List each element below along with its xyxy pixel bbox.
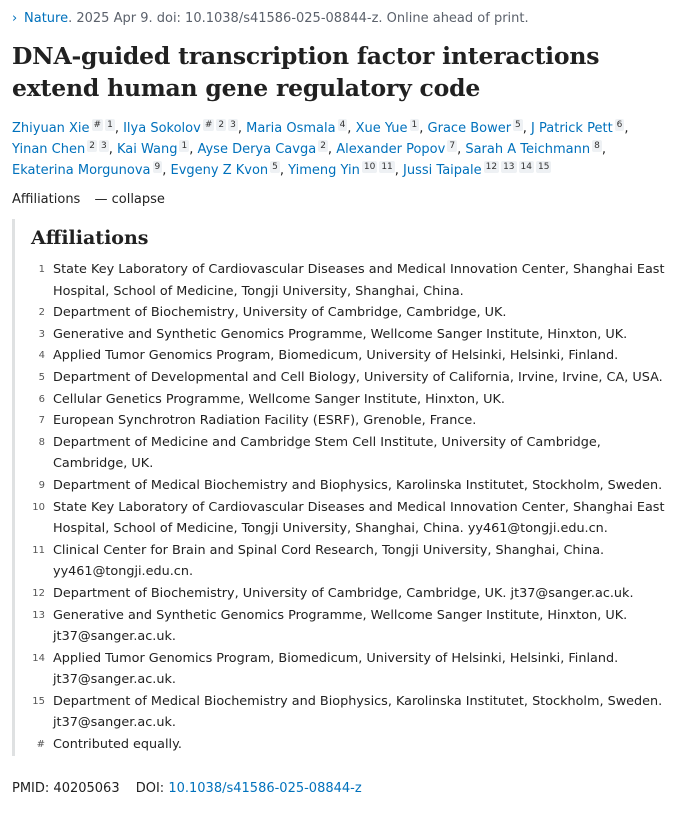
affiliation-item [31, 540, 684, 583]
affiliation-marker[interactable]: 5 [515, 120, 521, 130]
author [403, 163, 551, 178]
journal-link[interactable]: Nature [24, 11, 69, 26]
author-name-link[interactable]: Xue Yue [355, 121, 408, 136]
author [12, 121, 115, 136]
author-name-link[interactable]: Ilya Sokolov [123, 121, 201, 136]
affiliation-marker[interactable]: 3 [100, 141, 107, 151]
citation-line [12, 10, 684, 28]
author-name-link[interactable]: Ekaterina Morgunova [12, 163, 151, 178]
affiliation-number: 15 [32, 695, 45, 707]
affiliation-number: 13 [32, 609, 45, 621]
affiliation-text: Department of Medicine and Cambridge Stem Cell Institute, University of Cambridge, Cambridge, UK. [53, 434, 601, 472]
affiliation-number: # [36, 739, 45, 751]
affiliation-number: 11 [32, 544, 45, 556]
author-name-link[interactable]: Yimeng Yin [288, 163, 360, 178]
collapse-label[interactable]: collapse [111, 192, 165, 207]
affiliation-marker[interactable]: # [204, 120, 213, 130]
citation-details: . 2025 Apr 9. doi: 10.1038/s41586-025-08844-z. Online ahead of print. [68, 11, 529, 26]
affiliation-text: Cellular Genetics Programme, Wellcome Sanger Institute, Hinxton, UK. [53, 391, 505, 407]
affiliation-marker[interactable]: 1 [107, 120, 113, 130]
affiliation-number: 14 [32, 652, 45, 664]
affiliation-item [31, 648, 684, 691]
affiliation-number: 5 [38, 371, 45, 383]
affiliation-text: Clinical Center for Brain and Spinal Cord Research, Tongji University, Shanghai, China. yy461@tongji.edu.cn. [53, 542, 605, 580]
author [336, 142, 457, 157]
affiliation-text: Applied Tumor Genomics Program, Biomedicum, University of Helsinki, Helsinki, Finland. [53, 348, 619, 364]
author [531, 121, 624, 136]
affiliation-marker[interactable]: 2 [320, 141, 326, 151]
affiliation-item [31, 410, 684, 432]
affiliation-number: 6 [38, 393, 45, 405]
affiliation-text: Generative and Synthetic Genomics Programme, Wellcome Sanger Institute, Hinxton, UK. jt37@sanger.ac.uk. [53, 607, 628, 645]
affiliation-item [31, 734, 684, 756]
author [246, 121, 347, 136]
affiliation-item [31, 345, 684, 367]
affiliation-number: 2 [38, 307, 45, 319]
affiliation-item [31, 691, 684, 734]
affiliation-marker[interactable]: 6 [616, 120, 623, 130]
affiliation-number: 12 [32, 587, 45, 599]
affiliation-marker[interactable]: 1 [411, 120, 418, 130]
affiliation-number: 3 [38, 328, 45, 340]
author-name-link[interactable]: J Patrick Pett [531, 121, 613, 136]
author-name-link[interactable]: Zhiyuan Xie [12, 121, 90, 136]
author-name-link[interactable]: Yinan Chen [12, 142, 86, 157]
author [123, 121, 238, 136]
author-name-link[interactable]: Sarah A Teichmann [465, 142, 591, 157]
affiliation-marker[interactable]: 2 [89, 141, 95, 151]
affiliation-marker[interactable]: # [93, 120, 102, 130]
affiliation-item [31, 497, 684, 540]
affiliation-number: 9 [38, 479, 45, 491]
chevron-right-icon[interactable]: › [12, 11, 18, 26]
author [197, 142, 327, 157]
author [465, 142, 602, 157]
affiliation-item [31, 432, 684, 475]
pmid-value: 40205063 [53, 780, 120, 796]
author-name-link[interactable]: Maria Osmala [246, 121, 336, 136]
author [12, 163, 162, 178]
affiliation-marker[interactable]: 11 [381, 162, 393, 172]
affiliation-marker[interactable]: 14 [520, 162, 532, 172]
author [117, 142, 189, 157]
affiliation-marker[interactable]: 15 [537, 162, 550, 172]
affiliation-text: Department of Biochemistry, University of Cambridge, Cambridge, UK. [53, 305, 507, 321]
affiliation-text: Applied Tumor Genomics Program, Biomedicum, University of Helsinki, Helsinki, Finland. jt37@sanger.ac.uk. [53, 650, 619, 688]
collapse-toggle[interactable]: — collapse [94, 192, 165, 207]
article-identifiers [12, 780, 684, 798]
affiliation-number: 1 [38, 264, 45, 275]
affiliations-toggle-label[interactable]: Affiliations [12, 192, 81, 207]
affiliations-toggle[interactable] [12, 191, 684, 209]
author-name-link[interactable]: Alexander Popov [336, 142, 446, 157]
affiliation-text: European Synchrotron Radiation Facility (ESRF), Grenoble, France. [53, 413, 477, 429]
affiliation-item [31, 259, 684, 302]
pmid-label: PMID: [12, 780, 50, 796]
authors-list: Zhiyuan Xie # 1 , Ilya Sokolov # 2 3 , Maria Osmala 4 , Xue Yue 1 , Grace Bower 5 , J Patrick Pett 6 , Yinan Chen 2 3 , Kai Wang 1 , Ayse Derya Cavga 2 , Alexander Popov 7 , Sarah A Teichmann 8 , Ekaterina Morgunova 9 , Evgeny Z Kvon 5 , Yimeng Yin 10 11 , Jussi Taipale 12 13 14 15 [12, 120, 629, 178]
affiliation-number: 10 [32, 501, 45, 513]
affiliation-text: Department of Developmental and Cell Biology, University of California, Irvine, Irvine, CA, USA. [53, 369, 663, 385]
author [171, 163, 280, 178]
affiliation-marker[interactable]: 7 [449, 141, 456, 151]
affiliation-text: State Key Laboratory of Cardiovascular Diseases and Medical Innovation Center, Shanghai East Hospital, School of Medicine, Tongji University, Shanghai, China. [53, 262, 665, 299]
author [428, 121, 523, 136]
doi-label: DOI: [135, 780, 165, 796]
affiliation-number: 4 [38, 350, 45, 362]
affiliation-number: 7 [38, 415, 45, 427]
article-title: DNA-guided transcription factor interactions extend human gene regulatory code [12, 42, 600, 102]
affiliation-marker[interactable]: 12 [485, 162, 498, 172]
author-name-link[interactable]: Grace Bower [427, 121, 512, 136]
affiliation-text: Department of Biochemistry, University of Cambridge, Cambridge, UK. jt37@sanger.ac.uk. [53, 585, 634, 601]
author [356, 121, 420, 136]
affiliation-text: State Key Laboratory of Cardiovascular Diseases and Medical Innovation Center, Shanghai East Hospital, School of Medicine, Tongji University, Shanghai, China. yy461@tongji.edu.cn. [53, 499, 665, 537]
author-name-link[interactable]: Evgeny Z Kvon [170, 163, 269, 178]
affiliation-item [31, 605, 684, 648]
affiliation-marker[interactable]: 3 [230, 120, 236, 130]
affiliation-marker[interactable]: 4 [339, 120, 346, 130]
affiliations-list [31, 259, 684, 756]
affiliation-marker[interactable]: 5 [272, 162, 278, 172]
affiliation-item [31, 583, 684, 605]
author [12, 142, 109, 157]
affiliation-number: 8 [38, 436, 45, 448]
affiliation-item [31, 324, 684, 346]
author [288, 163, 395, 178]
affiliation-marker[interactable]: 13 [503, 162, 515, 172]
affiliation-item [31, 389, 684, 411]
affiliation-text: Department of Medical Biochemistry and Biophysics, Karolinska Institutet, Stockholm, Sweden. [53, 477, 663, 493]
affiliations-heading: Affiliations [31, 227, 149, 249]
author-name-link[interactable]: Ayse Derya Cavga [197, 142, 317, 157]
affiliation-marker[interactable]: 2 [218, 120, 225, 130]
affiliation-text: Department of Medical Biochemistry and Biophysics, Karolinska Institutet, Stockholm, Sweden. jt37@sanger.ac.uk. [53, 693, 663, 731]
affiliation-marker[interactable]: 1 [181, 141, 188, 151]
affiliation-item [31, 367, 684, 389]
affiliation-text: Contributed equally. [53, 737, 182, 753]
affiliation-marker[interactable]: 8 [594, 141, 600, 151]
affiliation-marker[interactable]: 9 [154, 162, 161, 172]
affiliation-text: Generative and Synthetic Genomics Programme, Wellcome Sanger Institute, Hinxton, UK. [53, 326, 628, 342]
author-name-link[interactable]: Jussi Taipale [403, 163, 482, 178]
affiliation-item [31, 302, 684, 324]
affiliation-marker[interactable]: 10 [363, 162, 376, 172]
author-name-link[interactable]: Kai Wang [116, 142, 178, 157]
doi-link[interactable]: 10.1038/s41586-025-08844-z [168, 780, 362, 796]
affiliation-item [31, 475, 684, 497]
affiliations-panel [12, 219, 684, 756]
